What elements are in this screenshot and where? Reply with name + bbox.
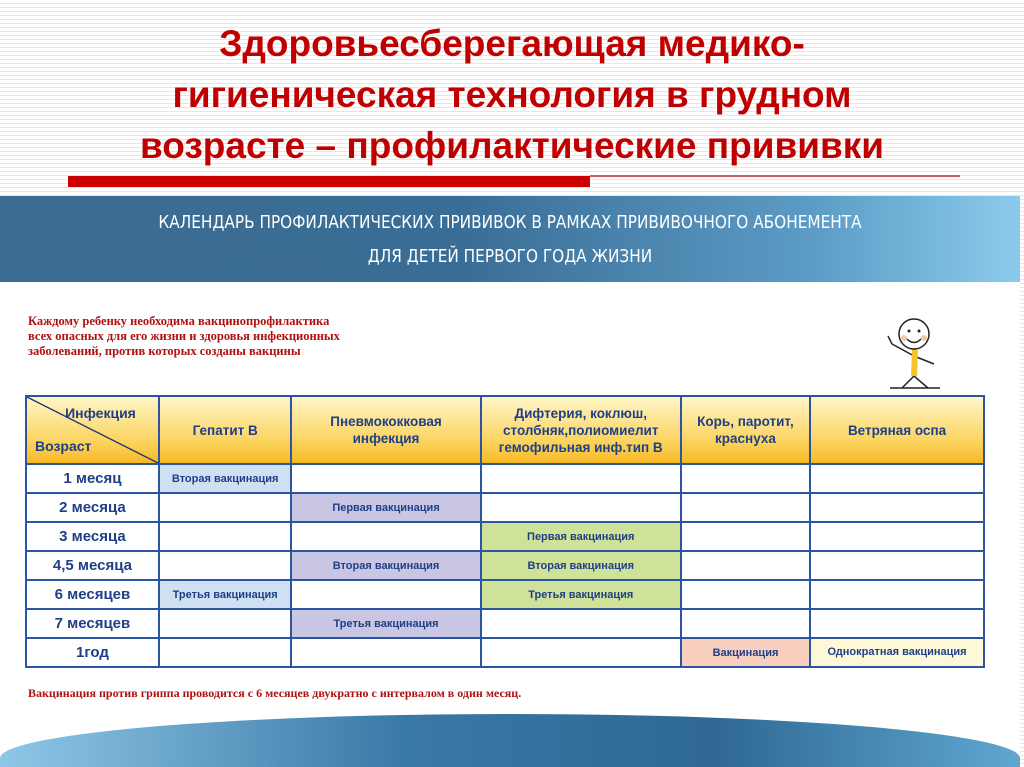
vaccination-cell bbox=[159, 609, 292, 638]
bottom-wave bbox=[0, 714, 1020, 767]
vaccination-cell: Третья вакцинация bbox=[291, 609, 480, 638]
age-cell: 6 месяцев bbox=[26, 580, 159, 609]
age-cell: 4,5 месяца bbox=[26, 551, 159, 580]
column-header: Гепатит В bbox=[159, 396, 292, 464]
note-line: Каждому ребенку необходима вакцинопрофилактика bbox=[28, 314, 330, 328]
table-row bbox=[26, 464, 984, 493]
table-row bbox=[26, 493, 984, 522]
age-cell: 1 месяц bbox=[26, 464, 159, 493]
intro-note bbox=[28, 314, 340, 359]
table-row bbox=[26, 580, 984, 609]
vaccination-cell bbox=[681, 609, 810, 638]
vaccination-cell bbox=[159, 638, 292, 667]
slide-title bbox=[0, 18, 1024, 171]
vaccination-cell bbox=[481, 638, 681, 667]
vaccination-cell: Вторая вакцинация bbox=[291, 551, 480, 580]
vaccination-cell bbox=[291, 638, 480, 667]
table-row bbox=[26, 638, 984, 667]
banner-line: ДЛЯ ДЕТЕЙ ПЕРВОГО ГОДА ЖИЗНИ bbox=[367, 246, 653, 267]
vaccination-cell bbox=[810, 609, 984, 638]
vaccination-cell: Первая вакцинация bbox=[481, 522, 681, 551]
vaccination-cell bbox=[291, 580, 480, 609]
vaccination-cell bbox=[810, 464, 984, 493]
infection-label: Инфекция bbox=[65, 405, 136, 421]
vaccination-cell bbox=[810, 551, 984, 580]
vaccination-cell bbox=[810, 580, 984, 609]
vaccination-cell bbox=[159, 493, 292, 522]
note-line: заболеваний, против которых созданы вакцины bbox=[28, 344, 301, 358]
flu-footnote: Вакцинация против гриппа проводится с 6 месяцев двукратно с интервалом в один месяц. bbox=[28, 686, 522, 700]
vaccination-cell: Вакцинация bbox=[681, 638, 810, 667]
vaccination-cell: Первая вакцинация bbox=[291, 493, 480, 522]
title-line: гигиеническая технология в грудном bbox=[172, 74, 852, 115]
vaccination-cell bbox=[681, 464, 810, 493]
title-line: Здоровьесберегающая медико- bbox=[219, 23, 805, 64]
vaccination-cell: Третья вакцинация bbox=[481, 580, 681, 609]
banner-line: КАЛЕНДАРЬ ПРОФИЛАКТИЧЕСКИХ ПРИВИВОК В РАМКАХ ПРИВИВОЧНОГО АБОНЕМЕНТА bbox=[158, 212, 862, 233]
vaccination-cell bbox=[681, 522, 810, 551]
column-header: Ветряная оспа bbox=[810, 396, 984, 464]
vaccination-cell bbox=[159, 551, 292, 580]
vaccination-cell: Вторая вакцинация bbox=[481, 551, 681, 580]
vaccination-cell bbox=[481, 609, 681, 638]
column-header: Дифтерия, коклюш, столбняк,полиомиелит гемофильная инф.тип В bbox=[481, 396, 681, 464]
vaccination-cell: Третья вакцинация bbox=[159, 580, 292, 609]
vaccination-cell: Однократная вакцинация bbox=[810, 638, 984, 667]
table-row bbox=[26, 551, 984, 580]
age-cell: 3 месяца bbox=[26, 522, 159, 551]
vaccination-cell bbox=[810, 493, 984, 522]
age-cell: 2 месяца bbox=[26, 493, 159, 522]
vaccination-cell bbox=[810, 522, 984, 551]
table-row bbox=[26, 522, 984, 551]
vaccination-table bbox=[25, 395, 985, 668]
child-drawing-icon bbox=[870, 314, 950, 394]
vaccination-cell bbox=[681, 493, 810, 522]
calendar-banner bbox=[0, 196, 1020, 282]
age-cell: 7 месяцев bbox=[26, 609, 159, 638]
column-header: Пневмококковая инфекция bbox=[291, 396, 480, 464]
vaccination-cell bbox=[681, 551, 810, 580]
vaccination-cell bbox=[291, 464, 480, 493]
age-label: Возраст bbox=[35, 438, 92, 454]
divider-line bbox=[590, 175, 960, 177]
calendar-image bbox=[0, 196, 1020, 767]
vaccination-cell bbox=[159, 522, 292, 551]
column-header: Корь, паротит, краснуха bbox=[681, 396, 810, 464]
table-row bbox=[26, 609, 984, 638]
red-accent-bar bbox=[68, 176, 590, 187]
vaccination-cell: Вторая вакцинация bbox=[159, 464, 292, 493]
table-header-row bbox=[26, 396, 984, 464]
corner-header bbox=[26, 396, 159, 464]
note-line: всех опасных для его жизни и здоровья инфекционных bbox=[28, 329, 340, 343]
vaccination-cell bbox=[481, 464, 681, 493]
title-line: возрасте – профилактические прививки bbox=[140, 125, 884, 166]
vaccination-cell bbox=[481, 493, 681, 522]
age-cell: 1год bbox=[26, 638, 159, 667]
vaccination-cell bbox=[291, 522, 480, 551]
vaccination-cell bbox=[681, 580, 810, 609]
